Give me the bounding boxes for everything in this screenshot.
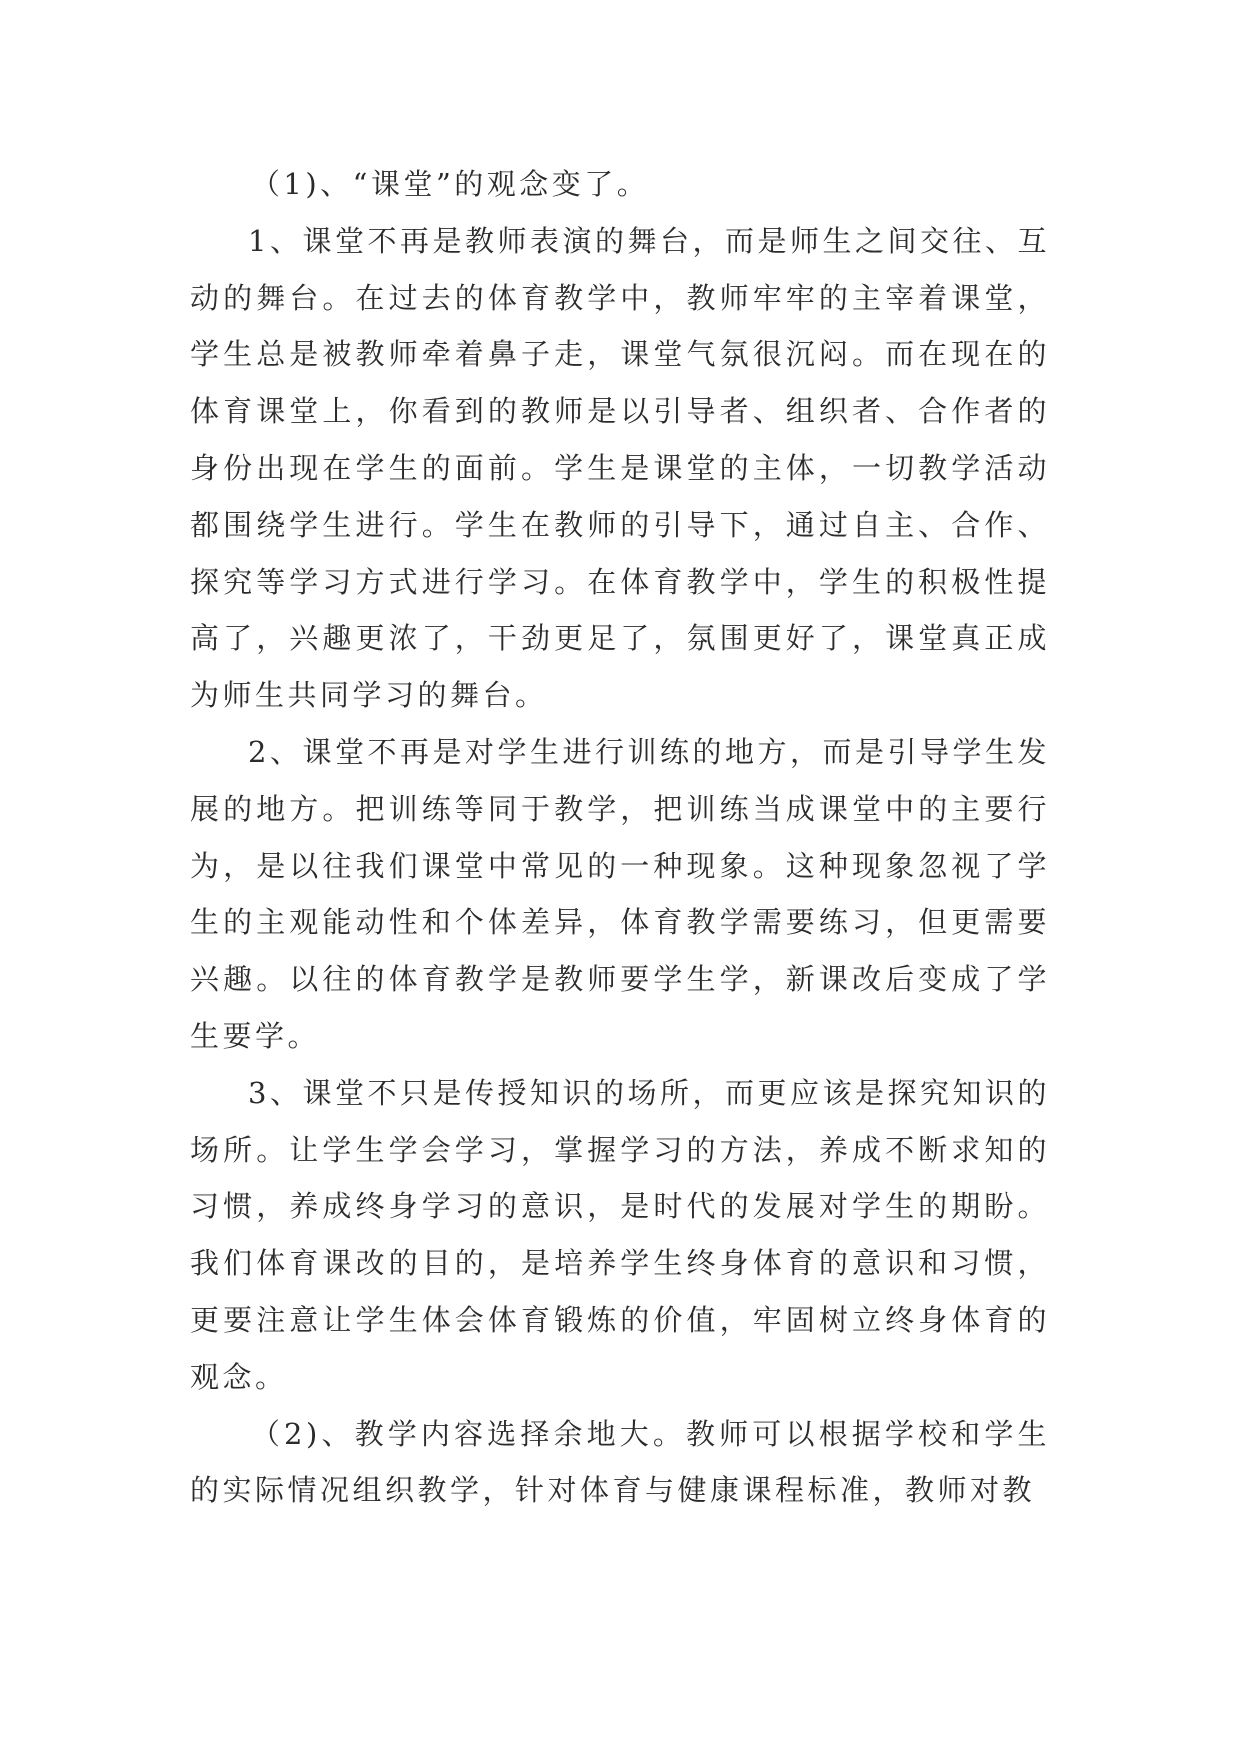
paragraph-3: 3、课堂不只是传授知识的场所，而更应该是探究知识的场所。让学生学会学习，掌握学习的方法，养成不断求知的习惯，养成终身学习的意识，是时代的发展对学生的期盼。我们体育课改的目的，是培养学生终身体育的意识和习惯，更要注意让学生体会体育锻炼的价值，牢固树立终身体育的观念。	[190, 1075, 1050, 1394]
paragraph-2: 2、课堂不再是对学生进行训练的地方，而是引导学生发展的地方。把训练等同于教学，把训练当成课堂中的主要行为，是以往我们课堂中常见的一种现象。这种现象忽视了学生的主观能动性和个体差异，体育教学需要练习，但更需要兴趣。以往的体育教学是教师要学生学，新课改后变成了学生要学。	[190, 734, 1050, 1053]
section-heading-1: （1)、“课堂”的观念变了。	[250, 167, 650, 201]
section-heading-2: （2)、教学内容选择余地大。教师可以根据学校和学生的实际情况组织教学，针对体育与健康课程标准，教师对教	[190, 1416, 1050, 1508]
document-body	[190, 156, 1050, 1519]
paragraph-1: 1、课堂不再是教师表演的舞台，而是师生之间交往、互动的舞台。在过去的体育教学中，教师牢牢的主宰着课堂，学生总是被教师牵着鼻子走，课堂气氛很沉闷。而在现在的体育课堂上，你看到的教师是以引导者、组织者、合作者的身份出现在学生的面前。学生是课堂的主体，一切教学活动都围绕学生进行。学生在教师的引导下，通过自主、合作、探究等学习方式进行学习。在体育教学中，学生的积极性提高了，兴趣更浓了，干劲更足了，氛围更好了，课堂真正成为师生共同学习的舞台。	[190, 223, 1050, 713]
